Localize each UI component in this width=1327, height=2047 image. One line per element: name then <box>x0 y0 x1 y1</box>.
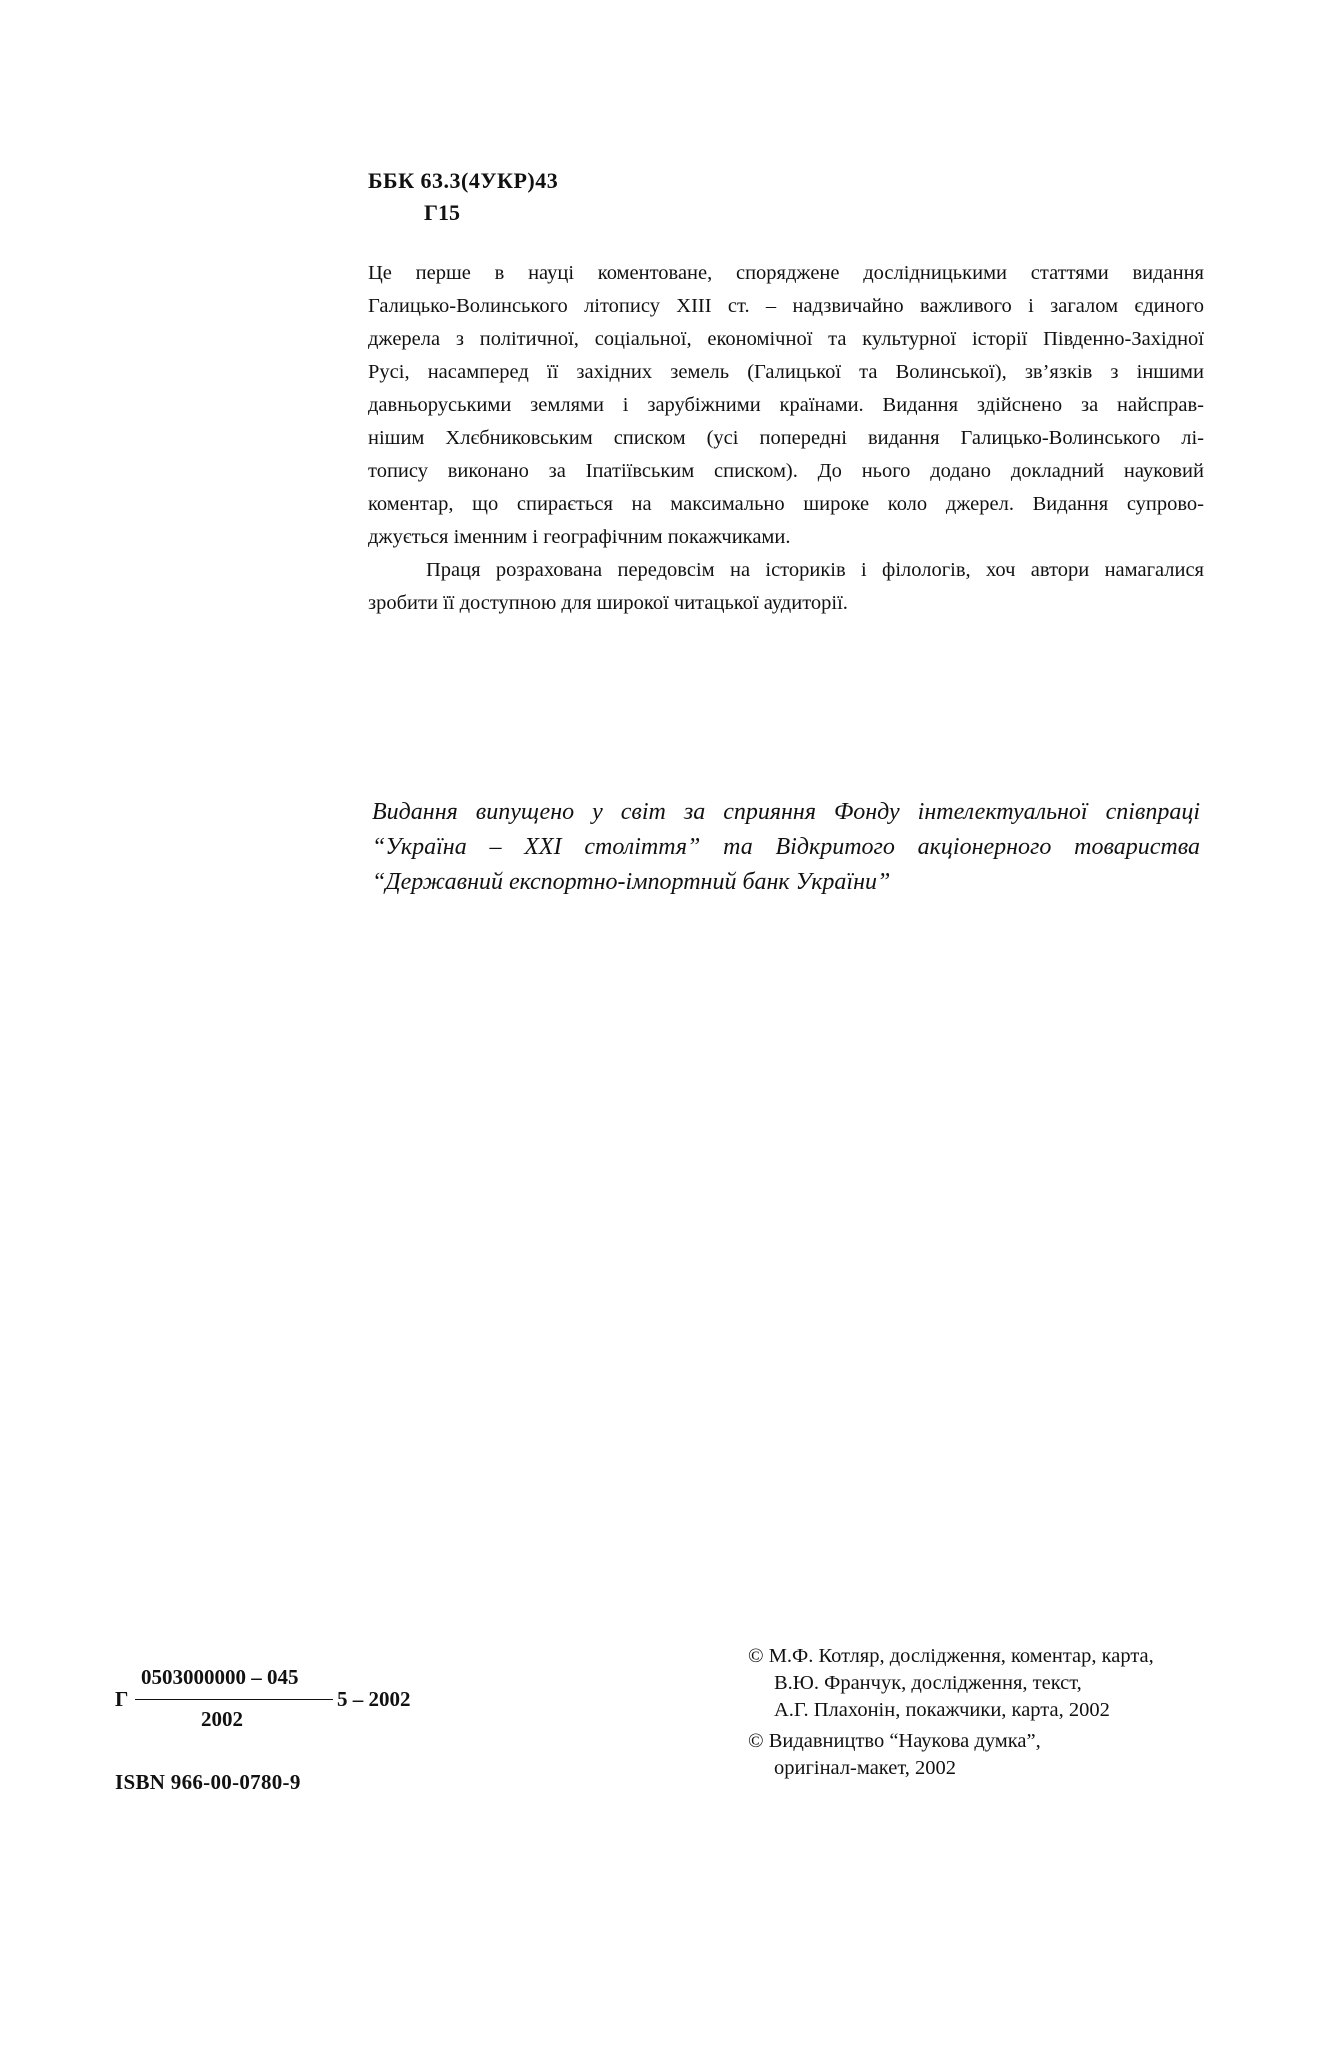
second-paragraph-line: зробити її доступною для широкої читацької аудиторії. <box>368 592 848 614</box>
formula-prefix: Г <box>115 1687 129 1711</box>
copyright-line: © Видавництво “Наукова думка”, <box>748 1730 1041 1752</box>
annotation-line: топису виконано за Іпатіївським списком). До нього додано докладний науковий <box>368 460 1204 482</box>
copyright-line: В.Ю. Франчук, дослідження, текст, <box>774 1672 1082 1694</box>
copyright-line: А.Г. Плахонін, покажчики, карта, 2002 <box>774 1699 1110 1721</box>
annotation-line: Це перше в науці коментоване, споряджене дослідницькими статтями видання <box>368 262 1204 284</box>
author-mark: Г15 <box>424 200 460 225</box>
formula-numerator: 0503000000 – 045 <box>141 1665 299 1689</box>
copyright-block <box>748 1643 1154 1782</box>
fraction-bar <box>135 1699 333 1700</box>
sponsor-note-line: “Державний експортно-імпортний банк України” <box>372 869 891 895</box>
formula-denominator: 2002 <box>201 1707 243 1731</box>
annotation-line: джується іменним і географічним покажчиками. <box>368 526 791 548</box>
bbk-classification: ББК 63.3(4УКР)43 <box>368 168 559 193</box>
sponsor-note-line: Видання випущено у світ за сприяння Фонду інтелектуальної співпраці <box>372 799 1200 825</box>
annotation-line: давньоруськими землями і зарубіжними країнами. Видання здійснено за найсправ- <box>368 394 1204 416</box>
copyright-line: оригінал-макет, 2002 <box>774 1757 957 1779</box>
formula-suffix: 5 – 2002 <box>337 1687 411 1711</box>
annotation-paragraph <box>368 257 1204 620</box>
annotation-line: коментар, що спирається на максимально широке коло джерел. Видання супрово- <box>368 493 1204 515</box>
annotation-line: Галицько-Волинського літопису XIII ст. – надзвичайно важливого і загалом єдиного <box>368 295 1204 317</box>
annotation-line: джерела з політичної, соціальної, економічної та культурної історії Південно-Західної <box>368 328 1204 350</box>
sponsor-note-line: “Україна – XXI століття” та Відкритого акціонерного товариства <box>372 834 1200 860</box>
copyright-line: © М.Ф. Котляр, дослідження, коментар, карта, <box>748 1645 1154 1667</box>
sponsor-note <box>372 795 1200 900</box>
isbn: ISBN 966-00-0780-9 <box>115 1770 301 1794</box>
annotation-line: Русі, насамперед її західних земель (Галицької та Волинської), зв’язків з іншими <box>368 361 1204 383</box>
second-paragraph-line: Праця розрахована передовсім на істориків і філологів, хоч автори намагалися <box>426 559 1204 581</box>
annotation-line: нішим Хлєбниковським списком (усі попередні видання Галицько-Волинського лі- <box>368 427 1204 449</box>
